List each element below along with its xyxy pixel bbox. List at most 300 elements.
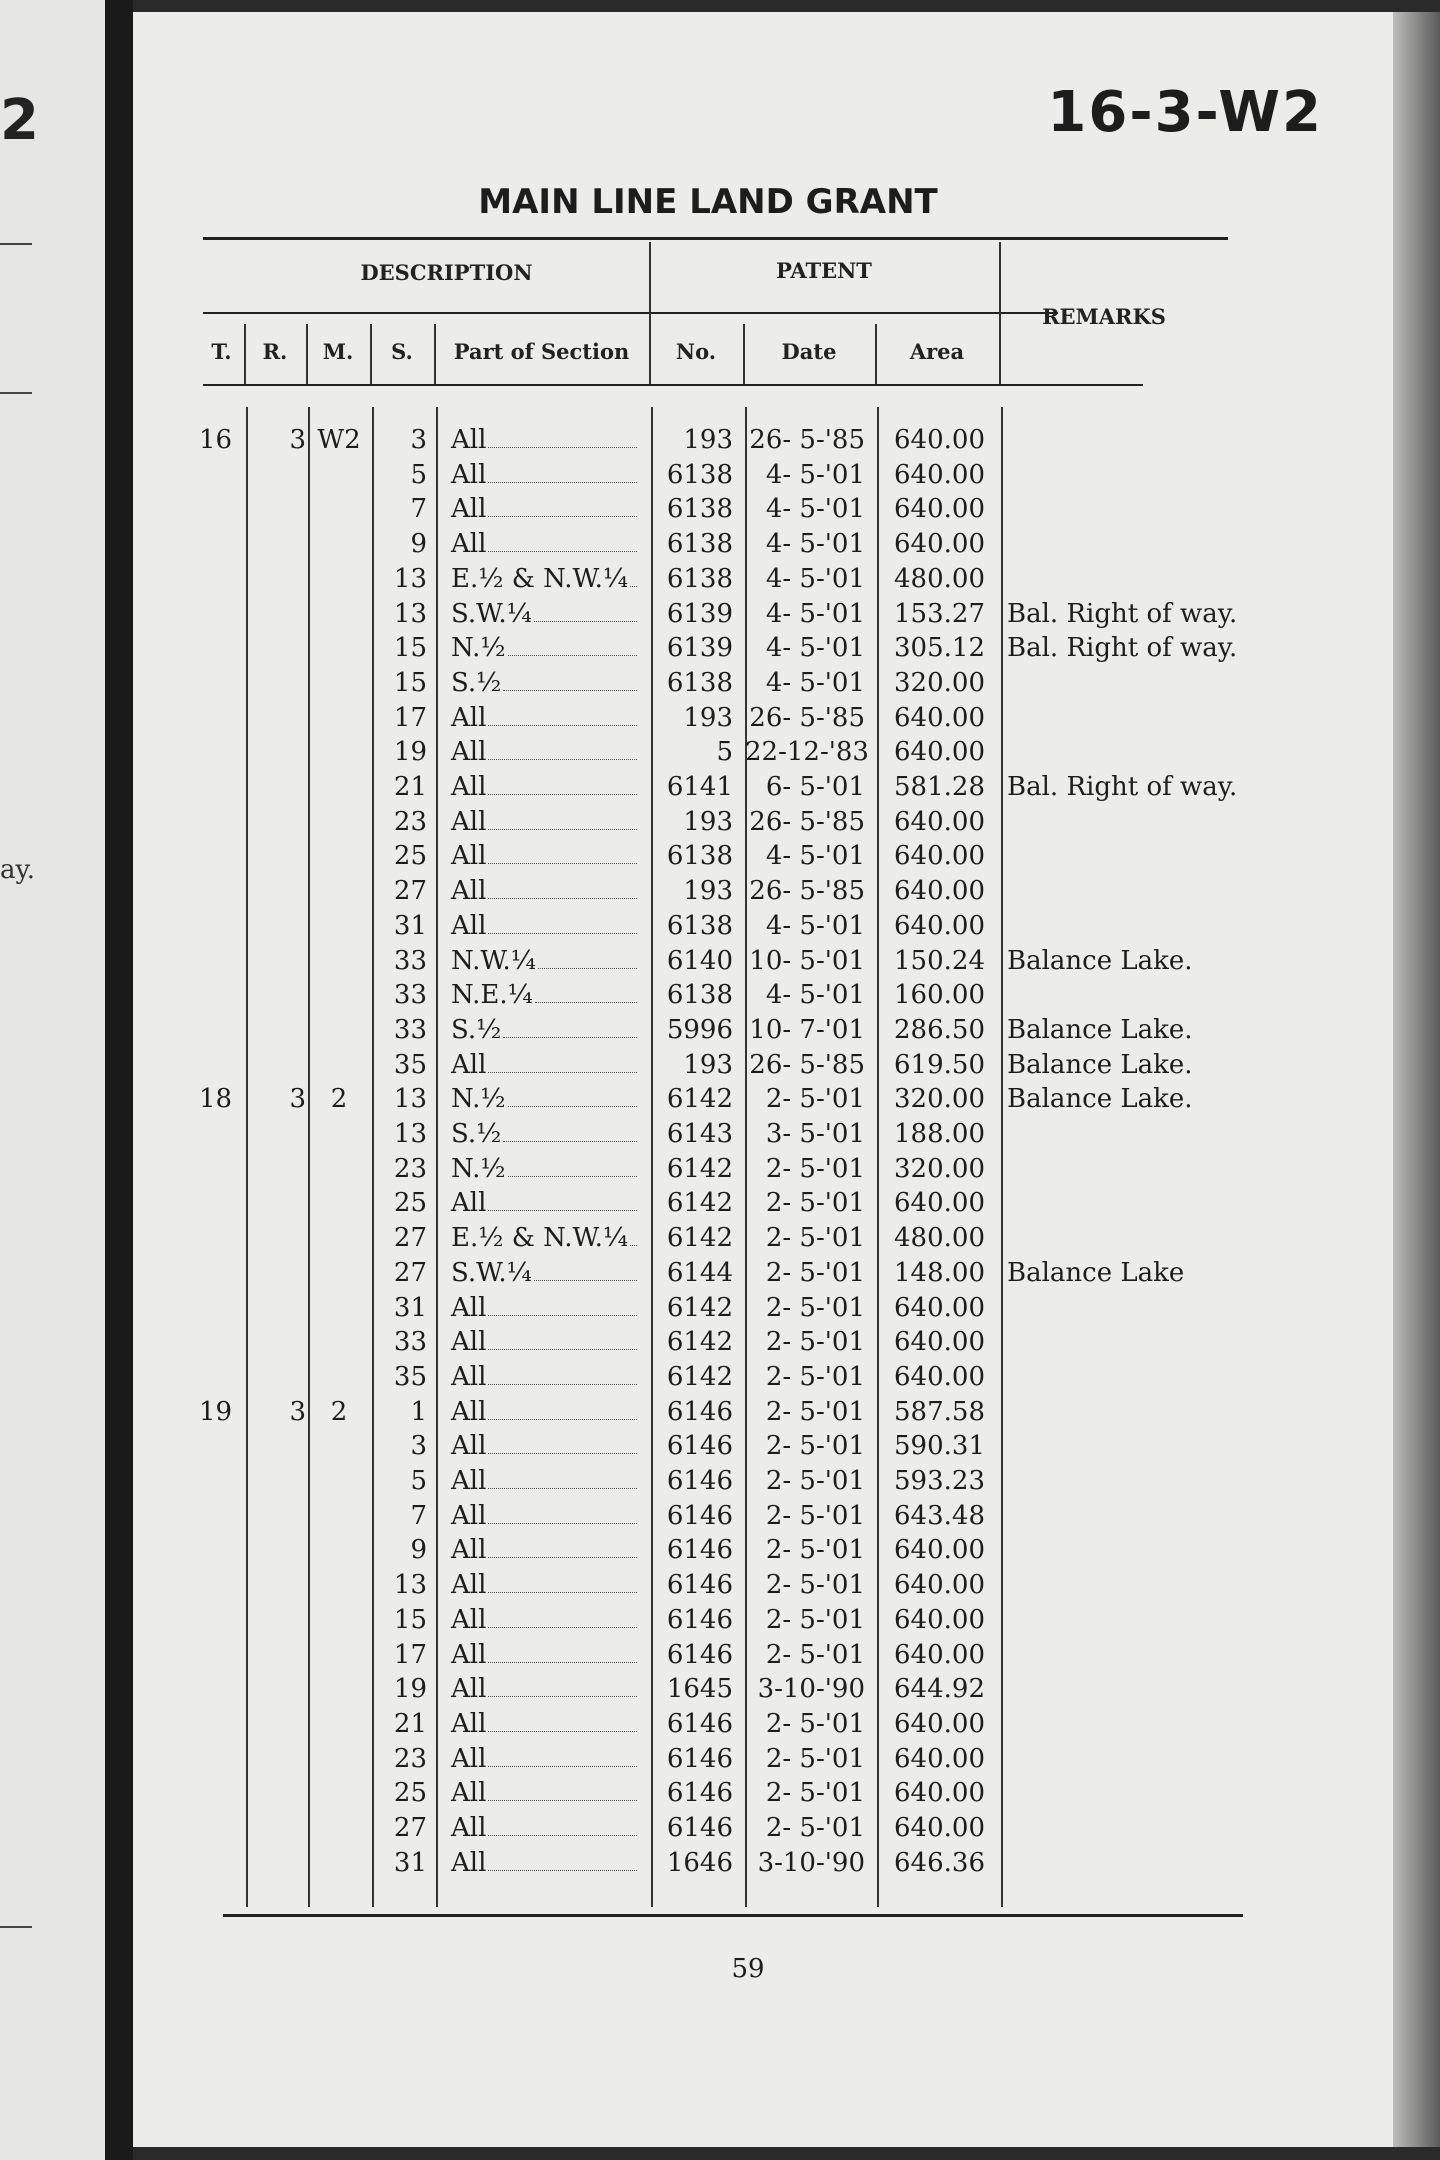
cell-no: 6142	[666, 1153, 733, 1184]
cell-area: 587.58	[894, 1396, 985, 1427]
cell-s: 31	[393, 1847, 427, 1878]
cell-no: 5	[716, 737, 733, 768]
cell-no: 1645	[666, 1674, 733, 1705]
part-text: All	[451, 1500, 487, 1531]
previous-page-rule	[0, 392, 32, 394]
cell-date: 26- 5-'85	[749, 702, 865, 733]
cell-no: 6142	[666, 1188, 733, 1219]
cell-area: 153.27	[894, 598, 985, 629]
cell-part-of-section	[451, 807, 646, 837]
cell-no: 6146	[666, 1743, 733, 1774]
part-text: All	[451, 1049, 487, 1080]
part-text: All	[451, 1847, 487, 1878]
part-text: N.½	[451, 633, 506, 664]
leader-dots	[488, 1419, 637, 1420]
cell-no: 6146	[666, 1396, 733, 1427]
cell-part-of-section	[451, 1015, 646, 1045]
cell-date: 4- 5-'01	[765, 494, 865, 525]
cell-s: 27	[393, 1813, 427, 1843]
cell-area: 480.00	[894, 563, 985, 594]
cell-part-of-section	[451, 460, 646, 490]
cell-no: 6146	[666, 1639, 733, 1670]
cell-no: 6140	[666, 945, 733, 976]
cell-area: 320.00	[894, 1153, 985, 1184]
cell-part-of-section	[451, 599, 646, 629]
cell-part-of-section	[451, 1848, 646, 1878]
part-text: All	[451, 459, 487, 490]
cell-s: 31	[393, 1292, 427, 1323]
column-divider	[1001, 407, 1003, 1907]
part-text: All	[451, 1813, 487, 1843]
cell-date: 26- 5-'85	[749, 1049, 865, 1080]
leader-dots	[488, 933, 637, 934]
cell-no: 193	[683, 876, 733, 907]
cell-part-of-section	[451, 1501, 646, 1531]
leader-dots	[508, 1176, 637, 1177]
cell-part-of-section	[451, 1223, 646, 1253]
leader-dots	[630, 586, 637, 587]
leader-dots	[535, 1002, 637, 1003]
cell-date: 3-10-'90	[757, 1847, 865, 1878]
cell-part-of-section	[451, 1397, 646, 1427]
cell-date: 4- 5-'01	[765, 563, 865, 594]
cell-area: 640.00	[894, 910, 985, 941]
header-bottom-rule	[203, 384, 1143, 386]
cell-t: 19	[198, 1396, 233, 1427]
leader-dots	[534, 1280, 637, 1281]
cell-no: 1646	[666, 1847, 733, 1878]
part-text: All	[451, 1292, 487, 1323]
leader-dots	[488, 863, 637, 864]
cell-date: 2- 5-'01	[765, 1188, 865, 1219]
cell-s: 27	[393, 876, 427, 907]
cell-date: 4- 5-'01	[765, 841, 865, 872]
page-id: 16-3-W2	[1047, 80, 1323, 145]
cell-s: 17	[393, 1639, 427, 1670]
cell-remarks: Balance Lake.	[1007, 1084, 1193, 1115]
cell-part-of-section	[451, 1605, 646, 1635]
cell-area: 640.00	[894, 841, 985, 872]
cell-date: 2- 5-'01	[765, 1639, 865, 1670]
cell-part-of-section	[451, 1084, 646, 1114]
previous-page-rule	[0, 1926, 32, 1928]
part-text: E.½ & N.W.¼	[451, 563, 629, 594]
cell-area: 188.00	[894, 1119, 985, 1149]
leader-dots	[488, 482, 637, 483]
cell-date: 4- 5-'01	[765, 980, 865, 1011]
cell-date: 4- 5-'01	[765, 910, 865, 941]
cell-date: 2- 5-'01	[765, 1223, 865, 1254]
part-text: All	[451, 1743, 487, 1774]
cell-s: 13	[393, 1119, 427, 1149]
table-bottom-rule	[223, 1914, 1243, 1917]
cell-s: 23	[393, 806, 427, 837]
part-text: All	[451, 1188, 487, 1219]
column-divider	[246, 407, 248, 1907]
part-text: N.½	[451, 1084, 506, 1115]
part-text: S.W.¼	[451, 1257, 532, 1288]
cell-s: 5	[410, 459, 427, 490]
cell-area: 643.48	[894, 1500, 985, 1531]
cell-date: 2- 5-'01	[765, 1431, 865, 1462]
cell-r: 3	[289, 1396, 306, 1427]
cell-s: 15	[393, 633, 427, 664]
cell-s: 15	[393, 667, 427, 698]
cell-area: 640.00	[894, 702, 985, 733]
part-text: All	[451, 1396, 487, 1427]
cell-no: 6142	[666, 1361, 733, 1392]
cell-part-of-section	[451, 1431, 646, 1461]
part-text: S.½	[451, 667, 502, 698]
cell-date: 4- 5-'01	[765, 529, 865, 560]
header-remarks: REMARKS	[1042, 304, 1166, 329]
leader-dots	[488, 1662, 637, 1663]
cell-m: 2	[330, 1396, 348, 1427]
cell-no: 6144	[666, 1257, 733, 1288]
leader-dots	[508, 1106, 637, 1107]
previous-page-rule	[0, 243, 32, 245]
cell-date: 2- 5-'01	[765, 1396, 865, 1427]
cell-area: 640.00	[894, 737, 985, 768]
cell-date: 10- 5-'01	[749, 945, 865, 976]
cell-no: 193	[683, 806, 733, 837]
cell-s: 17	[393, 702, 427, 733]
cell-area: 640.00	[894, 425, 985, 455]
leader-dots	[503, 690, 637, 691]
cell-part-of-section	[451, 1293, 646, 1323]
table-top-rule	[203, 237, 1228, 240]
cell-no: 193	[683, 425, 733, 455]
cell-date: 2- 5-'01	[765, 1084, 865, 1115]
header-s: S.	[391, 339, 413, 364]
cell-area: 593.23	[894, 1466, 985, 1496]
cell-no: 6146	[666, 1500, 733, 1531]
part-text: S.W.¼	[451, 598, 532, 629]
part-text: All	[451, 772, 487, 802]
cell-no: 6146	[666, 1604, 733, 1635]
part-text: All	[451, 841, 487, 872]
part-text: All	[451, 876, 487, 907]
cell-area: 640.00	[894, 1188, 985, 1219]
cell-part-of-section	[451, 1188, 646, 1218]
leader-dots	[503, 1037, 637, 1038]
leader-dots	[488, 1072, 637, 1073]
leader-dots	[488, 1315, 637, 1316]
cell-part-of-section	[451, 494, 646, 524]
cell-no: 6142	[666, 1327, 733, 1358]
leader-dots	[630, 1245, 637, 1246]
book-gutter	[105, 0, 133, 2160]
cell-no: 193	[683, 702, 733, 733]
leader-dots	[488, 759, 637, 760]
cell-s: 3	[410, 1431, 427, 1462]
cell-area: 640.00	[894, 1327, 985, 1358]
cell-no: 6141	[666, 772, 733, 802]
cell-date: 26- 5-'85	[749, 425, 865, 455]
cell-s: 27	[393, 1223, 427, 1254]
cell-area: 160.00	[894, 980, 985, 1011]
leader-dots	[488, 1523, 637, 1524]
part-text: All	[451, 1570, 487, 1601]
cell-part-of-section	[451, 1674, 646, 1704]
leader-dots	[488, 725, 637, 726]
cell-s: 7	[410, 1500, 427, 1531]
cell-s: 21	[393, 772, 427, 802]
cell-m: W2	[317, 425, 361, 455]
part-text: All	[451, 806, 487, 837]
header-date: Date	[781, 339, 837, 364]
cell-date: 2- 5-'01	[765, 1604, 865, 1635]
part-text: All	[451, 1639, 487, 1670]
cell-part-of-section	[451, 876, 646, 906]
cell-s: 25	[393, 1188, 427, 1219]
leader-dots	[508, 655, 637, 656]
cell-no: 6139	[666, 598, 733, 629]
part-text: N.½	[451, 1153, 506, 1184]
cell-part-of-section	[451, 529, 646, 559]
cell-s: 21	[393, 1708, 427, 1739]
cell-s: 35	[393, 1361, 427, 1392]
part-text: All	[451, 1361, 487, 1392]
cell-date: 3- 5-'01	[765, 1119, 865, 1149]
cell-area: 640.00	[894, 1570, 985, 1601]
cell-area: 148.00	[894, 1257, 985, 1288]
cell-no: 6138	[666, 667, 733, 698]
cell-area: 320.00	[894, 1084, 985, 1115]
cell-remarks: Balance Lake.	[1007, 945, 1193, 976]
cell-no: 6143	[666, 1119, 733, 1149]
cell-part-of-section	[451, 1744, 646, 1774]
cell-area: 646.36	[894, 1847, 985, 1878]
cell-part-of-section	[451, 668, 646, 698]
previous-page-title-fragment: 2	[0, 88, 39, 153]
cell-date: 26- 5-'85	[749, 806, 865, 837]
leader-dots	[488, 1800, 637, 1801]
cell-t: 16	[198, 425, 233, 455]
leader-dots	[488, 1453, 637, 1454]
part-text: All	[451, 529, 487, 560]
cell-s: 9	[410, 1535, 427, 1566]
cell-area: 581.28	[894, 772, 985, 802]
cell-area: 640.00	[894, 1604, 985, 1635]
cell-area: 320.00	[894, 667, 985, 698]
cell-r: 3	[289, 1084, 306, 1115]
cell-no: 6146	[666, 1535, 733, 1566]
leader-dots	[488, 1488, 637, 1489]
part-text: S.½	[451, 1119, 502, 1149]
part-text: All	[451, 737, 487, 768]
cell-date: 10- 7-'01	[749, 1014, 865, 1045]
cell-area: 640.00	[894, 806, 985, 837]
leader-dots	[488, 516, 637, 517]
part-text: All	[451, 425, 487, 455]
part-text: N.W.¼	[451, 945, 536, 976]
cell-area: 640.00	[894, 459, 985, 490]
cell-date: 4- 5-'01	[765, 459, 865, 490]
cell-part-of-section	[451, 1050, 646, 1080]
cell-part-of-section	[451, 1778, 646, 1808]
page-number: 59	[731, 1954, 765, 1984]
cell-date: 2- 5-'01	[765, 1535, 865, 1566]
cell-area: 640.00	[894, 1535, 985, 1566]
cell-area: 640.00	[894, 1813, 985, 1843]
cell-s: 31	[393, 910, 427, 941]
cell-s: 25	[393, 841, 427, 872]
cell-s: 23	[393, 1153, 427, 1184]
leader-dots	[488, 1835, 637, 1836]
cell-s: 19	[393, 737, 427, 768]
page-title: MAIN LINE LAND GRANT	[478, 182, 938, 222]
cell-no: 6142	[666, 1084, 733, 1115]
cell-t: 18	[198, 1084, 233, 1115]
leader-dots	[488, 1870, 637, 1871]
cell-part-of-section	[451, 1813, 646, 1843]
cell-area: 590.31	[894, 1431, 985, 1462]
header-r: R.	[262, 339, 288, 364]
header-m: M.	[322, 339, 354, 364]
cell-no: 6138	[666, 910, 733, 941]
leader-dots	[488, 1696, 637, 1697]
cell-area: 640.00	[894, 529, 985, 560]
cell-area: 640.00	[894, 1639, 985, 1670]
cell-s: 33	[393, 980, 427, 1011]
cell-date: 2- 5-'01	[765, 1257, 865, 1288]
cell-s: 13	[393, 563, 427, 594]
cell-part-of-section	[451, 1362, 646, 1392]
cell-remarks: Bal. Right of way.	[1007, 633, 1238, 664]
leader-dots	[488, 1731, 637, 1732]
cell-date: 2- 5-'01	[765, 1327, 865, 1358]
cell-remarks: Balance Lake	[1007, 1257, 1185, 1288]
cell-s: 33	[393, 1327, 427, 1358]
cell-part-of-section	[451, 633, 646, 663]
cell-area: 480.00	[894, 1223, 985, 1254]
cell-no: 6146	[666, 1570, 733, 1601]
part-text: All	[451, 1674, 487, 1705]
column-divider	[308, 407, 310, 1907]
cell-remarks: Bal. Right of way.	[1007, 772, 1238, 802]
leader-dots	[488, 1384, 637, 1385]
cell-date: 2- 5-'01	[765, 1570, 865, 1601]
cell-s: 13	[393, 1084, 427, 1115]
cell-area: 640.00	[894, 494, 985, 525]
cell-no: 6138	[666, 980, 733, 1011]
cell-part-of-section	[451, 703, 646, 733]
cell-area: 619.50	[894, 1049, 985, 1080]
cell-area: 286.50	[894, 1014, 985, 1045]
part-text: All	[451, 1431, 487, 1462]
part-text: All	[451, 1535, 487, 1566]
cell-no: 6146	[666, 1778, 733, 1809]
cell-s: 35	[393, 1049, 427, 1080]
cell-part-of-section	[451, 1258, 646, 1288]
cell-s: 25	[393, 1778, 427, 1809]
leader-dots	[488, 1557, 637, 1558]
leader-dots	[488, 1592, 637, 1593]
cell-s: 3	[410, 425, 427, 455]
cell-date: 2- 5-'01	[765, 1153, 865, 1184]
header-description: DESCRIPTION	[360, 260, 533, 285]
cell-part-of-section	[451, 564, 646, 594]
leader-dots	[488, 794, 637, 795]
cell-no: 6138	[666, 494, 733, 525]
cell-part-of-section	[451, 1466, 646, 1496]
previous-page-edge	[0, 0, 105, 2160]
cell-no: 6142	[666, 1223, 733, 1254]
cell-date: 2- 5-'01	[765, 1778, 865, 1809]
leader-dots	[538, 968, 637, 969]
cell-part-of-section	[451, 980, 646, 1010]
cell-part-of-section	[451, 737, 646, 767]
cell-no: 6138	[666, 841, 733, 872]
cell-s: 33	[393, 1014, 427, 1045]
cell-no: 6146	[666, 1431, 733, 1462]
part-text: N.E.¼	[451, 980, 533, 1011]
cell-area: 640.00	[894, 1292, 985, 1323]
leader-dots	[488, 898, 637, 899]
cell-part-of-section	[451, 425, 646, 455]
cell-date: 2- 5-'01	[765, 1813, 865, 1843]
cell-date: 26- 5-'85	[749, 876, 865, 907]
cell-date: 2- 5-'01	[765, 1361, 865, 1392]
leader-dots	[488, 551, 637, 552]
cell-no: 6146	[666, 1708, 733, 1739]
cell-part-of-section	[451, 1535, 646, 1565]
cell-remarks: Balance Lake.	[1007, 1049, 1193, 1080]
cell-s: 15	[393, 1604, 427, 1635]
cell-s: 5	[410, 1466, 427, 1496]
cell-area: 150.24	[894, 945, 985, 976]
cell-no: 6138	[666, 459, 733, 490]
cell-date: 2- 5-'01	[765, 1292, 865, 1323]
cell-no: 5996	[666, 1014, 733, 1045]
cell-no: 6146	[666, 1466, 733, 1496]
cell-date: 2- 5-'01	[765, 1500, 865, 1531]
header-patent: PATENT	[776, 258, 872, 283]
cell-no: 193	[683, 1049, 733, 1080]
cell-area: 640.00	[894, 1361, 985, 1392]
cell-remarks: Balance Lake.	[1007, 1014, 1193, 1045]
cell-s: 19	[393, 1674, 427, 1705]
leader-dots	[534, 621, 637, 622]
header-area: Area	[909, 339, 965, 364]
cell-date: 4- 5-'01	[765, 598, 865, 629]
cell-part-of-section	[451, 841, 646, 871]
cell-date: 2- 5-'01	[765, 1466, 865, 1496]
leader-dots	[488, 829, 637, 830]
cell-no: 6139	[666, 633, 733, 664]
ledger-page	[133, 12, 1393, 2147]
cell-s: 1	[410, 1396, 427, 1427]
leader-dots	[488, 1627, 637, 1628]
cell-part-of-section	[451, 946, 646, 976]
cell-part-of-section	[451, 1570, 646, 1600]
cell-date: 2- 5-'01	[765, 1708, 865, 1739]
cell-area: 305.12	[894, 633, 985, 664]
part-text: All	[451, 494, 487, 525]
header-t: T.	[211, 339, 232, 364]
header-group-rule	[203, 312, 1058, 314]
cell-date: 6- 5-'01	[765, 772, 865, 802]
part-text: S.½	[451, 1014, 502, 1045]
cell-date: 4- 5-'01	[765, 667, 865, 698]
cell-s: 27	[393, 1257, 427, 1288]
cell-part-of-section	[451, 1709, 646, 1739]
cell-part-of-section	[451, 772, 646, 802]
cell-s: 9	[410, 529, 427, 560]
cell-s: 13	[393, 1570, 427, 1601]
cell-area: 640.00	[894, 1778, 985, 1809]
